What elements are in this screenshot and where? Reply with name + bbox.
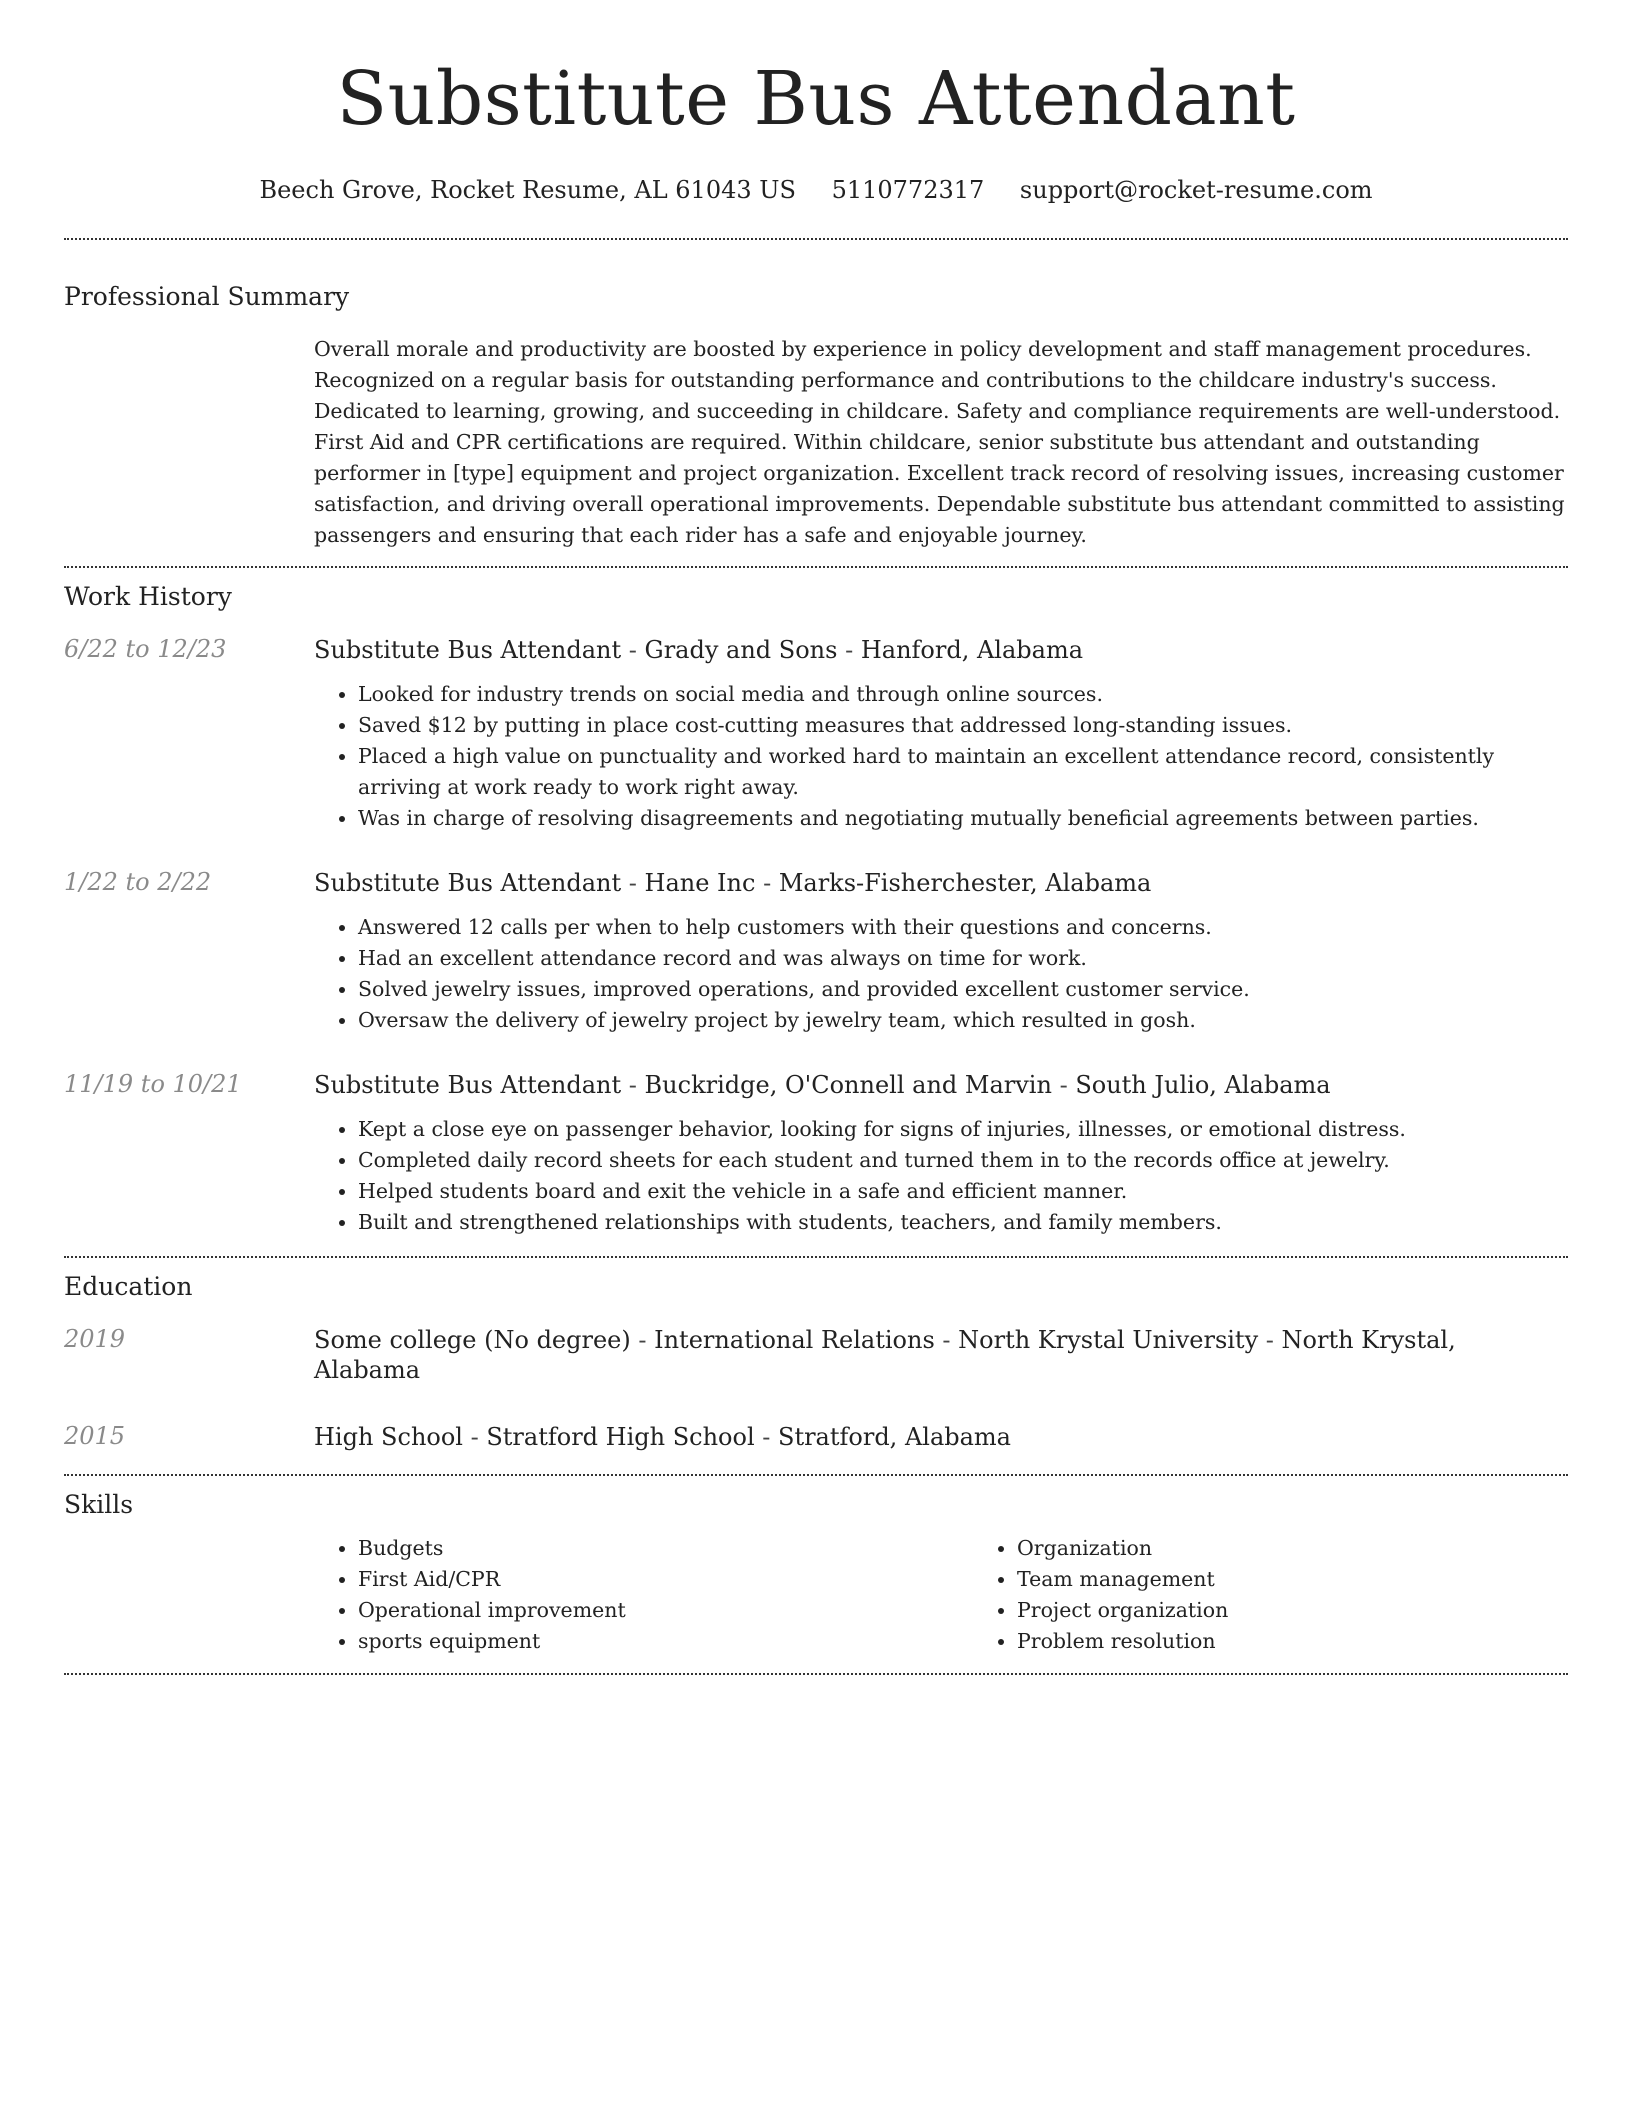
separator: - bbox=[621, 636, 645, 664]
separator: - bbox=[1051, 1071, 1076, 1099]
education-entry bbox=[64, 1422, 1568, 1452]
job-heading bbox=[314, 1070, 1568, 1100]
skill-item: • Team management bbox=[1017, 1564, 1632, 1595]
skills-row bbox=[64, 1533, 1568, 1657]
skill-item: • Project organization bbox=[1017, 1595, 1632, 1626]
job-company: Grady and Sons bbox=[644, 636, 838, 664]
contact-phone: 5110772317 bbox=[831, 176, 985, 204]
job-dates: 1/22 to 2/22 bbox=[64, 868, 212, 896]
education-heading-line bbox=[314, 1422, 1568, 1452]
skills-heading: Skills bbox=[64, 1490, 134, 1519]
work-history-heading: Work History bbox=[64, 582, 232, 611]
skill-item: • sports equipment bbox=[358, 1626, 973, 1657]
skills-list-right bbox=[973, 1533, 1632, 1657]
candidate-name: Substitute Bus Attendant bbox=[336, 56, 1296, 142]
divider bbox=[64, 566, 1568, 568]
job-bullet: • Answered 12 calls per when to help customers with their questions and concerns. bbox=[358, 912, 1568, 943]
skill-item: • First Aid/CPR bbox=[358, 1564, 973, 1595]
job-entry bbox=[64, 635, 1568, 834]
job-dates: 11/19 to 10/21 bbox=[64, 1070, 242, 1098]
skills-list-left bbox=[314, 1533, 973, 1657]
divider bbox=[64, 1673, 1568, 1675]
job-title: Substitute Bus Attendant bbox=[314, 1071, 622, 1099]
education-location: North Krystal, Alabama bbox=[314, 1326, 1456, 1384]
job-body bbox=[314, 868, 1568, 1036]
education-location: Stratford, Alabama bbox=[778, 1423, 1011, 1451]
resume-page bbox=[64, 0, 1568, 1675]
divider bbox=[64, 1256, 1568, 1258]
job-bullet: • Completed daily record sheets for each student and turned them in to the records office at jewelry. bbox=[358, 1145, 1568, 1176]
job-heading bbox=[314, 868, 1568, 898]
education-heading: Education bbox=[64, 1272, 193, 1301]
education-year: 2019 bbox=[64, 1325, 126, 1353]
job-location: South Julio, Alabama bbox=[1075, 1071, 1331, 1099]
job-bullet: • Helped students board and exit the vehicle in a safe and efficient manner. bbox=[358, 1176, 1568, 1207]
job-bullet: • Looked for industry trends on social media and through online sources. bbox=[358, 679, 1568, 710]
job-heading bbox=[314, 635, 1568, 665]
job-bullets bbox=[314, 912, 1568, 1036]
education-heading-line bbox=[314, 1325, 1568, 1385]
divider bbox=[64, 1474, 1568, 1476]
education-body bbox=[314, 1325, 1568, 1385]
job-bullet: • Solved jewelry issues, improved operations, and provided excellent customer service. bbox=[358, 974, 1568, 1005]
education-school: Stratford High School bbox=[486, 1423, 755, 1451]
summary-row bbox=[64, 334, 1568, 551]
summary-body bbox=[314, 334, 1568, 551]
skills-grid bbox=[314, 1533, 1632, 1657]
job-title: Substitute Bus Attendant bbox=[314, 869, 622, 897]
skill-item: • Problem resolution bbox=[1017, 1626, 1632, 1657]
job-location: Marks-Fisherchester, Alabama bbox=[778, 869, 1152, 897]
contact-email: support@rocket-resume.com bbox=[1019, 176, 1373, 204]
contact-address: Beech Grove, Rocket Resume, AL 61043 US bbox=[259, 176, 796, 204]
skill-item: • Budgets bbox=[358, 1533, 973, 1564]
job-body bbox=[314, 635, 1568, 834]
separator: - bbox=[754, 1423, 778, 1451]
job-bullets bbox=[314, 1114, 1568, 1238]
education-year: 2015 bbox=[64, 1422, 126, 1450]
separator: - bbox=[630, 1326, 655, 1354]
job-location: Hanford, Alabama bbox=[860, 636, 1084, 664]
education-degree: High School bbox=[314, 1423, 463, 1451]
separator: - bbox=[621, 869, 645, 897]
education-field: International Relations bbox=[654, 1326, 935, 1354]
education-entry bbox=[64, 1325, 1568, 1385]
summary-heading: Professional Summary bbox=[64, 282, 350, 311]
education-degree: Some college (No degree) bbox=[314, 1326, 631, 1354]
separator: - bbox=[934, 1326, 959, 1354]
education-school: North Krystal University bbox=[958, 1326, 1259, 1354]
job-entry bbox=[64, 1070, 1568, 1238]
job-body bbox=[314, 1070, 1568, 1238]
job-bullet: • Saved $12 by putting in place cost-cutting measures that addressed long-standing issues. bbox=[358, 710, 1568, 741]
job-dates: 6/22 to 12/23 bbox=[64, 635, 227, 663]
separator: - bbox=[1258, 1326, 1282, 1354]
job-title: Substitute Bus Attendant bbox=[314, 636, 622, 664]
skill-item: • Organization bbox=[1017, 1533, 1632, 1564]
job-entry bbox=[64, 868, 1568, 1036]
separator: - bbox=[837, 636, 861, 664]
separator: - bbox=[621, 1071, 645, 1099]
job-bullet: • Had an excellent attendance record and was always on time for work. bbox=[358, 943, 1568, 974]
summary-text: Overall morale and productivity are boosted by experience in policy development and staff management procedures. Recognized on a regular basis for outstanding performance and contributions to the childcare industry's success. Dedicated to learning, growing, and succeeding in childcare. Safety and compliance requirements are well-understood. First Aid and CPR certifications are required. Within childcare, senior substitute bus attendant and outstanding performer in [type] equipment and project organization. Excellent track record of resolving issues, increasing customer satisfaction, and driving overall operational improvements. Dependable substitute bus attendant committed to assisting passengers and ensuring that each rider has a safe and enjoyable journey. bbox=[314, 337, 1565, 547]
job-bullet: • Oversaw the delivery of jewelry project by jewelry team, which resulted in gosh. bbox=[358, 1005, 1568, 1036]
job-bullet: • Was in charge of resolving disagreements and negotiating mutually beneficial agreements between parties. bbox=[358, 803, 1568, 834]
separator: - bbox=[755, 869, 779, 897]
education-body bbox=[314, 1422, 1568, 1452]
job-bullet: • Built and strengthened relationships with students, teachers, and family members. bbox=[358, 1207, 1568, 1238]
skill-item: • Operational improvement bbox=[358, 1595, 973, 1626]
job-company: Hane Inc bbox=[644, 869, 756, 897]
divider bbox=[64, 238, 1568, 240]
job-company: Buckridge, O'Connell and Marvin bbox=[644, 1071, 1052, 1099]
job-bullets bbox=[314, 679, 1568, 834]
separator: - bbox=[462, 1423, 487, 1451]
contact-line bbox=[64, 176, 1568, 204]
job-bullet: • Kept a close eye on passenger behavior, looking for signs of injuries, illnesses, or emotional distress. bbox=[358, 1114, 1568, 1145]
job-bullet: • Placed a high value on punctuality and worked hard to maintain an excellent attendance record, consistently arriving at work ready to work right away. bbox=[358, 741, 1568, 803]
